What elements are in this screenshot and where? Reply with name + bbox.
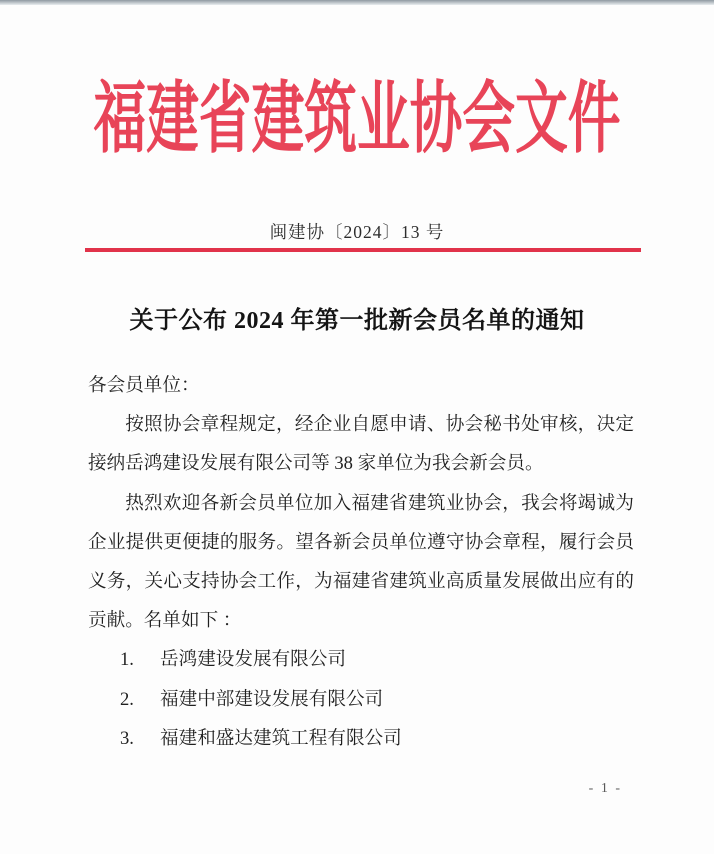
list-item	[88, 640, 634, 679]
notice-title: 关于公布 2024 年第一批新会员名单的通知	[129, 308, 585, 334]
list-item-number: 3.	[120, 727, 134, 749]
document-body	[88, 366, 634, 758]
red-divider-rule	[85, 248, 641, 252]
member-list	[88, 640, 634, 758]
paragraph-2: 热烈欢迎各新会员单位加入福建省建筑业协会，我会将竭诚为企业提供更便捷的服务。望各新会员单位遵守协会章程，履行会员义务，关心支持协会工作，为福建省建筑业高质量发展做出应有的贡献。名单如下 ：	[88, 492, 634, 632]
paragraph-1: 按照协会章程规定，经企业自愿申请、协会秘书处审核，决定接纳岳鸿建设发展有限公司等 38 家单位为我会新会员。	[88, 414, 634, 475]
list-item-company: 福建中部建设发展有限公司	[160, 688, 384, 710]
masthead	[0, 58, 714, 164]
list-item	[88, 719, 634, 758]
document-number: 闽建协〔2024〕13 号	[269, 222, 445, 242]
list-item	[88, 680, 634, 719]
list-item-company: 福建和盛达建筑工程有限公司	[160, 727, 402, 749]
masthead-title: 福建省建筑业协会文件	[93, 76, 621, 163]
list-item-number: 1.	[120, 649, 134, 671]
list-item-company: 岳鸿建设发展有限公司	[160, 649, 346, 671]
list-item-number: 2.	[120, 688, 134, 710]
salutation: 各会员单位：	[88, 375, 200, 396]
page-number: - 1 -	[588, 781, 622, 796]
scan-edge-artifact	[0, 0, 714, 5]
